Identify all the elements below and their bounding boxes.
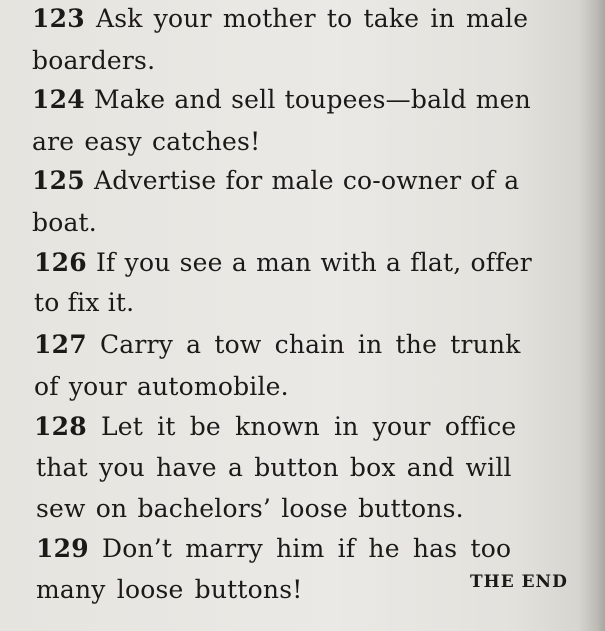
entry-129-line-2 <box>36 575 302 605</box>
entry-text: Advertise for male co-owner of a <box>93 166 520 195</box>
entry-text: Make and sell toupees—bald men <box>93 85 531 114</box>
entry-number: 124 <box>32 85 85 114</box>
entry-124-line-1 <box>32 85 531 115</box>
entry-128-line-2 <box>36 453 512 483</box>
entry-text: Ask your mother to take in male <box>95 4 529 33</box>
entry-127-line-1 <box>34 330 521 360</box>
entry-127-line-2 <box>34 372 289 402</box>
entry-number: 123 <box>32 4 85 33</box>
entry-text: Carry a tow chain in the trunk <box>99 330 521 359</box>
entry-128-line-3 <box>36 494 464 524</box>
entry-text: If you see a man with a flat, offer <box>95 248 532 277</box>
entry-125-line-1 <box>32 166 519 196</box>
entry-128-line-1 <box>34 412 516 442</box>
entry-126-line-2 <box>34 288 134 318</box>
entry-text: many loose buttons! <box>36 575 303 604</box>
entry-number: 129 <box>36 534 89 563</box>
entry-123-line-2 <box>32 46 155 76</box>
entry-126-line-1 <box>34 248 532 278</box>
entry-number: 127 <box>34 330 87 359</box>
entry-129-line-1 <box>36 534 511 564</box>
entry-text: Don’t marry him if he has too <box>101 534 512 563</box>
entry-text: boarders. <box>32 46 156 75</box>
entry-123-line-1 <box>32 4 528 34</box>
entry-124-line-2 <box>32 127 260 157</box>
entry-number: 125 <box>32 166 85 195</box>
entry-text: that you have a button box and will <box>36 453 512 482</box>
entry-125-line-2 <box>32 208 97 238</box>
page-edge-shadow <box>579 0 605 631</box>
the-end-mark: THE END <box>470 572 568 592</box>
entry-text: sew on bachelors’ loose buttons. <box>36 494 464 523</box>
entry-text: to fix it. <box>34 288 135 317</box>
entry-text: of your automobile. <box>34 372 289 401</box>
entry-number: 128 <box>34 412 87 441</box>
entry-number: 126 <box>34 248 87 277</box>
entry-text: are easy catches! <box>32 127 261 156</box>
entry-text: boat. <box>32 208 97 237</box>
entry-text: Let it be known in your office <box>100 412 517 441</box>
